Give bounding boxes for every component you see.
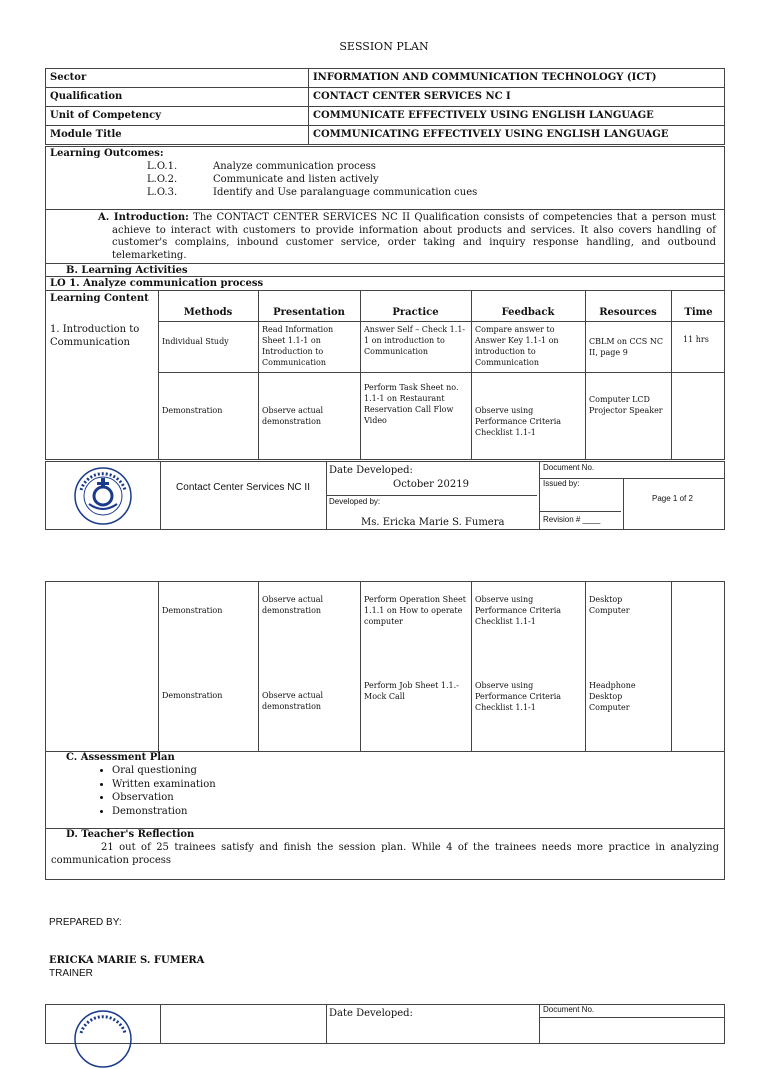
row1-time: 11 hrs xyxy=(683,335,709,344)
row1-feedback: Compare answer to Answer Key 1.1-1 on introduction to Communication xyxy=(475,325,559,367)
header-value: COMMUNICATE EFFECTIVELY USING ENGLISH LANGUAGE xyxy=(309,107,725,126)
issued-by-label: Issued by: xyxy=(543,479,580,488)
document-no-label-2: Document No. xyxy=(543,1005,595,1014)
row1-method: Individual Study xyxy=(162,337,229,346)
assessment-item: • Oral questioning xyxy=(112,764,724,778)
reflection-label: D. Teacher's Reflection xyxy=(66,829,195,840)
row2-presentation: Observe actual demonstration xyxy=(262,406,324,426)
lo-item: L.O.3. Identify and Use paralanguage communication cues xyxy=(147,187,478,198)
row2-practice: Perform Task Sheet no. 1.1-1 on Restaurant Reservation Call Flow Video xyxy=(364,383,459,425)
date-developed-label-2: Date Developed: xyxy=(329,1008,413,1019)
p2-row1-presentation: Observe actual demonstration xyxy=(262,595,324,615)
col-resources: Resources xyxy=(599,307,657,318)
footer-org-name: Contact Center Services NC II xyxy=(176,482,310,493)
page-footer xyxy=(45,461,725,530)
header-row-sector xyxy=(46,69,725,88)
header-info-table xyxy=(45,68,725,145)
introduction-text: A. Introduction: The CONTACT CENTER SERVICES NC II Qualification consists of competencies that a person must achieve to interact with customers to provide information about products and services. It also covers handling of customer's complains, inbound customer service, order taking and inquiry response handling, and outbound telemarketing. xyxy=(98,212,716,261)
assessment-item: • Demonstration xyxy=(112,805,724,819)
date-developed-label: Date Developed: xyxy=(329,465,413,476)
header-label: Qualification xyxy=(46,88,309,107)
row2-feedback: Observe using Performance Criteria Checklist 1.1-1 xyxy=(475,406,562,437)
p2-row2-feedback: Observe using Performance Criteria Checklist 1.1-1 xyxy=(475,681,562,712)
header-value: INFORMATION AND COMMUNICATION TECHNOLOGY (ICT) xyxy=(309,69,725,88)
page-title: SESSION PLAN xyxy=(339,40,429,53)
p2-row2-resources: Headphone Desktop Computer xyxy=(589,681,636,712)
revision-label: Revision # ____ xyxy=(543,515,601,524)
row2-method: Demonstration xyxy=(162,406,223,415)
p2-row1-resources: Desktop Computer xyxy=(589,595,630,615)
col-learning-content: Learning Content xyxy=(50,293,149,304)
p2-row2-presentation: Observe actual demonstration xyxy=(262,691,324,711)
header-row-unit xyxy=(46,107,725,126)
teachers-reflection-box xyxy=(45,828,725,880)
assessment-list xyxy=(66,764,724,818)
assessment-plan-label: C. Assessment Plan xyxy=(66,752,175,763)
developed-by-label: Developed by: xyxy=(329,497,381,506)
p2-row2-method: Demonstration xyxy=(162,691,223,700)
page-number: Page 1 of 2 xyxy=(652,494,693,503)
lo-heading: LO 1. Analyze communication process xyxy=(45,276,725,291)
header-row-qualification xyxy=(46,88,725,107)
lo-item: L.O.1. Analyze communication process xyxy=(147,161,376,172)
learning-activities-label: B. Learning Activities xyxy=(45,263,725,277)
row1-resources: CBLM on CCS NC II, page 9 xyxy=(589,337,663,357)
learning-outcomes-heading: Learning Outcomes: xyxy=(50,148,164,159)
organization-seal-icon xyxy=(73,1009,133,1069)
header-row-module xyxy=(46,126,725,145)
organization-seal-icon xyxy=(73,466,133,526)
header-label: Unit of Competency xyxy=(46,107,309,126)
col-feedback: Feedback xyxy=(501,307,555,318)
date-developed: October 20219 xyxy=(393,479,469,490)
p2-row2-practice: Perform Job Sheet 1.1.- Mock Call xyxy=(364,681,459,701)
assessment-item: • Observation xyxy=(112,791,724,805)
prepared-by-label: PREPARED BY: xyxy=(49,917,122,928)
developed-by: Ms. Ericka Marie S. Fumera xyxy=(361,517,505,528)
row2-resources: Computer LCD Projector Speaker xyxy=(589,395,663,415)
col-methods: Methods xyxy=(183,307,233,318)
introduction-box xyxy=(45,209,725,264)
p2-row1-method: Demonstration xyxy=(162,606,223,615)
activities-table xyxy=(45,290,725,460)
assessment-item: • Written examination xyxy=(112,778,724,792)
p2-row1-practice: Perform Operation Sheet 1.1.1 on How to operate computer xyxy=(364,595,466,626)
content-item: 1. Introduction to Communication xyxy=(50,324,140,348)
trainer-role: TRAINER xyxy=(49,968,93,979)
lo-item: L.O.2. Communicate and listen actively xyxy=(147,174,379,185)
col-presentation: Presentation xyxy=(273,307,345,318)
row1-presentation: Read Information Sheet 1.1-1 on Introduction to Communication xyxy=(262,325,334,367)
col-practice: Practice xyxy=(392,307,439,318)
assessment-plan-box xyxy=(45,751,725,829)
header-label: Sector xyxy=(46,69,309,88)
activities-table-continued xyxy=(45,581,725,752)
learning-outcomes-box xyxy=(45,146,725,210)
page-footer-2 xyxy=(45,1004,725,1044)
row1-practice: Answer Self – Check 1.1-1 on introduction to Communication xyxy=(364,325,466,356)
document-no-label: Document No. xyxy=(543,463,595,472)
reflection-text: 21 out of 25 trainees satisfy and finish the session plan. While 4 of the trainees needs more practice in analyzing communication process xyxy=(51,842,719,866)
col-time: Time xyxy=(684,307,713,318)
header-value: CONTACT CENTER SERVICES NC I xyxy=(309,88,725,107)
header-value: COMMUNICATING EFFECTIVELY USING ENGLISH LANGUAGE xyxy=(309,126,725,145)
trainer-name: ERICKA MARIE S. FUMERA xyxy=(49,955,205,966)
p2-row1-feedback: Observe using Performance Criteria Checklist 1.1-1 xyxy=(475,595,562,626)
header-label: Module Title xyxy=(46,126,309,145)
